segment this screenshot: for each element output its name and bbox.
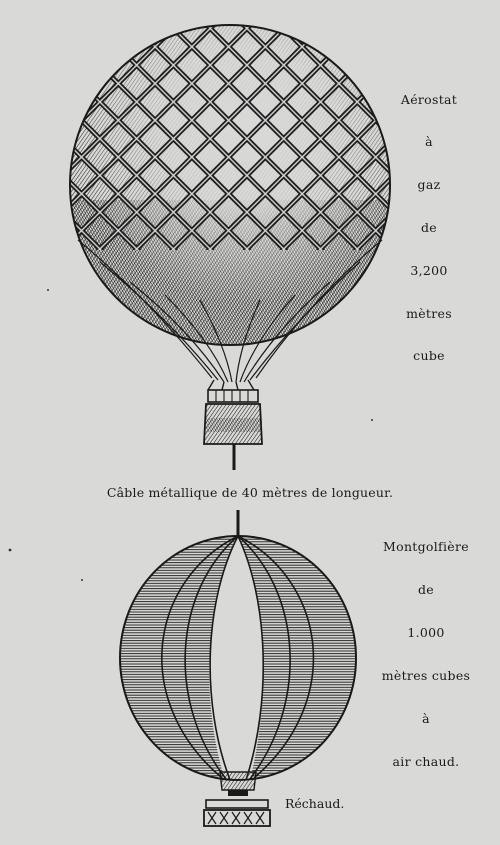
gas-balloon-label-line-7: cube	[413, 348, 445, 363]
gas-balloon-label-line-2: à	[425, 134, 433, 149]
gas-balloon-label-line-1: Aérostat	[400, 92, 458, 107]
gas-balloon-illustration	[60, 20, 400, 470]
gas-balloon-label-line-6: mètres	[406, 306, 452, 321]
montgolfier-label-line-4: mètres cubes	[381, 668, 471, 683]
montgolfier-label-line-3: 1.000	[407, 625, 445, 640]
burner-basket	[204, 800, 270, 826]
montgolfier-label-line-2: de	[418, 582, 434, 597]
montgolfier-label-line-6: air chaud.	[392, 754, 460, 769]
gas-balloon-label-line-5: 3,200	[410, 263, 448, 278]
burner-label: Réchaud.	[285, 796, 345, 811]
gas-balloon-basket	[204, 390, 262, 444]
montgolfier-label-line-1: Montgolfière	[383, 539, 469, 554]
montgolfier-label-line-5: à	[422, 711, 430, 726]
gas-balloon-label-line-3: gaz	[417, 177, 441, 192]
montgolfier-illustration	[118, 510, 358, 826]
gas-balloon-label-line-4: de	[421, 220, 437, 235]
cable-caption: Câble métallique de 40 mètres de longueur.	[106, 485, 394, 500]
